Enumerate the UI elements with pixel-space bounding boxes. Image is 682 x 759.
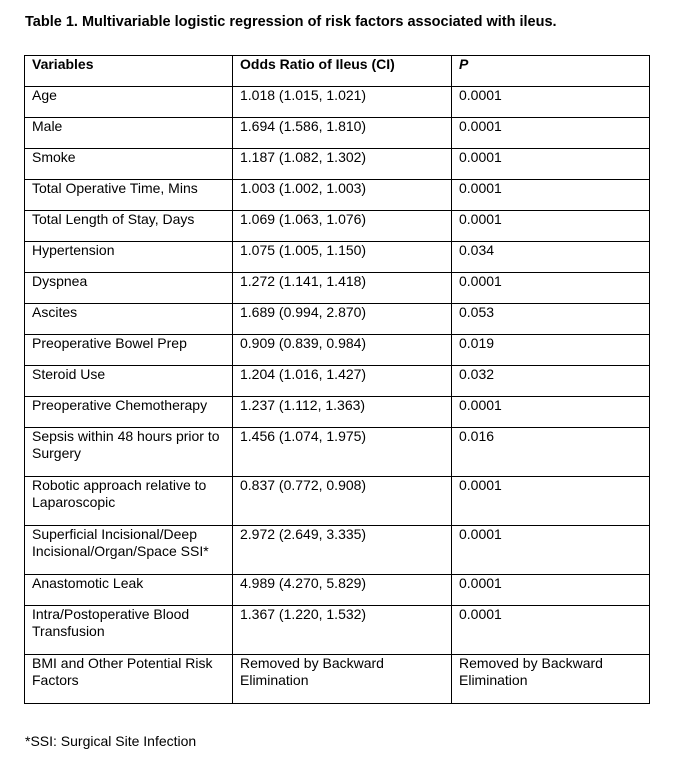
variable-cell: Hypertension bbox=[25, 242, 233, 273]
p-value-cell: 0.0001 bbox=[452, 477, 650, 526]
table-row bbox=[25, 655, 650, 704]
variable-cell: Age bbox=[25, 87, 233, 118]
variable-cell: Anastomotic Leak bbox=[25, 575, 233, 606]
variable-cell: Total Length of Stay, Days bbox=[25, 211, 233, 242]
p-value-cell: 0.0001 bbox=[452, 149, 650, 180]
variable-cell: Smoke bbox=[25, 149, 233, 180]
odds-ratio-cell: 1.003 (1.002, 1.003) bbox=[233, 180, 452, 211]
table-row bbox=[25, 211, 650, 242]
variable-cell: Superficial Incisional/Deep Incisional/Organ/Space SSI* bbox=[25, 526, 233, 575]
p-value-cell: 0.0001 bbox=[452, 87, 650, 118]
header-variables: Variables bbox=[25, 56, 233, 87]
table-row bbox=[25, 118, 650, 149]
header-odds-ratio: Odds Ratio of Ileus (CI) bbox=[233, 56, 452, 87]
table-row bbox=[25, 606, 650, 655]
variable-cell: Preoperative Bowel Prep bbox=[25, 335, 233, 366]
header-p-value: P bbox=[452, 56, 650, 87]
odds-ratio-cell: 1.272 (1.141, 1.418) bbox=[233, 273, 452, 304]
p-value-cell: 0.034 bbox=[452, 242, 650, 273]
p-value-cell: 0.0001 bbox=[452, 180, 650, 211]
variable-cell: Robotic approach relative to Laparoscopic bbox=[25, 477, 233, 526]
table-row bbox=[25, 397, 650, 428]
odds-ratio-cell: 1.187 (1.082, 1.302) bbox=[233, 149, 452, 180]
odds-ratio-cell: 2.972 (2.649, 3.335) bbox=[233, 526, 452, 575]
variable-cell: Male bbox=[25, 118, 233, 149]
variable-cell: Preoperative Chemotherapy bbox=[25, 397, 233, 428]
table-row bbox=[25, 149, 650, 180]
table-caption: Table 1. Multivariable logistic regression of risk factors associated with ileus. bbox=[25, 14, 557, 30]
table-row bbox=[25, 87, 650, 118]
table-row bbox=[25, 180, 650, 211]
odds-ratio-cell: 1.694 (1.586, 1.810) bbox=[233, 118, 452, 149]
p-value-cell: 0.0001 bbox=[452, 575, 650, 606]
odds-ratio-cell: 1.237 (1.112, 1.363) bbox=[233, 397, 452, 428]
odds-ratio-cell: 1.204 (1.016, 1.427) bbox=[233, 366, 452, 397]
p-value-cell: 0.0001 bbox=[452, 526, 650, 575]
table-row bbox=[25, 273, 650, 304]
variable-cell: Ascites bbox=[25, 304, 233, 335]
p-value-cell: 0.0001 bbox=[452, 606, 650, 655]
p-value-cell: 0.053 bbox=[452, 304, 650, 335]
odds-ratio-cell: 1.689 (0.994, 2.870) bbox=[233, 304, 452, 335]
table-row bbox=[25, 428, 650, 477]
variable-cell: BMI and Other Potential Risk Factors bbox=[25, 655, 233, 704]
table-row bbox=[25, 366, 650, 397]
table-row bbox=[25, 477, 650, 526]
table-row bbox=[25, 304, 650, 335]
odds-ratio-cell: 1.069 (1.063, 1.076) bbox=[233, 211, 452, 242]
variable-cell: Steroid Use bbox=[25, 366, 233, 397]
variable-cell: Total Operative Time, Mins bbox=[25, 180, 233, 211]
p-value-cell: 0.0001 bbox=[452, 211, 650, 242]
odds-ratio-cell: 1.018 (1.015, 1.021) bbox=[233, 87, 452, 118]
odds-ratio-cell: 0.909 (0.839, 0.984) bbox=[233, 335, 452, 366]
variable-cell: Dyspnea bbox=[25, 273, 233, 304]
p-value-cell: 0.0001 bbox=[452, 118, 650, 149]
table-header-row bbox=[25, 56, 650, 87]
table-row bbox=[25, 575, 650, 606]
p-value-cell: Removed by Backward Elimination bbox=[452, 655, 650, 704]
regression-table bbox=[24, 55, 650, 704]
table-row bbox=[25, 335, 650, 366]
p-value-cell: 0.016 bbox=[452, 428, 650, 477]
odds-ratio-cell: 0.837 (0.772, 0.908) bbox=[233, 477, 452, 526]
variable-cell: Sepsis within 48 hours prior to Surgery bbox=[25, 428, 233, 477]
odds-ratio-cell: 4.989 (4.270, 5.829) bbox=[233, 575, 452, 606]
p-value-cell: 0.0001 bbox=[452, 397, 650, 428]
p-value-cell: 0.032 bbox=[452, 366, 650, 397]
table-footnote: *SSI: Surgical Site Infection bbox=[25, 733, 197, 749]
variable-cell: Intra/Postoperative Blood Transfusion bbox=[25, 606, 233, 655]
odds-ratio-cell: 1.456 (1.074, 1.975) bbox=[233, 428, 452, 477]
odds-ratio-cell: Removed by Backward Elimination bbox=[233, 655, 452, 704]
table-row bbox=[25, 526, 650, 575]
table-row bbox=[25, 242, 650, 273]
p-value-cell: 0.019 bbox=[452, 335, 650, 366]
odds-ratio-cell: 1.075 (1.005, 1.150) bbox=[233, 242, 452, 273]
odds-ratio-cell: 1.367 (1.220, 1.532) bbox=[233, 606, 452, 655]
p-value-cell: 0.0001 bbox=[452, 273, 650, 304]
